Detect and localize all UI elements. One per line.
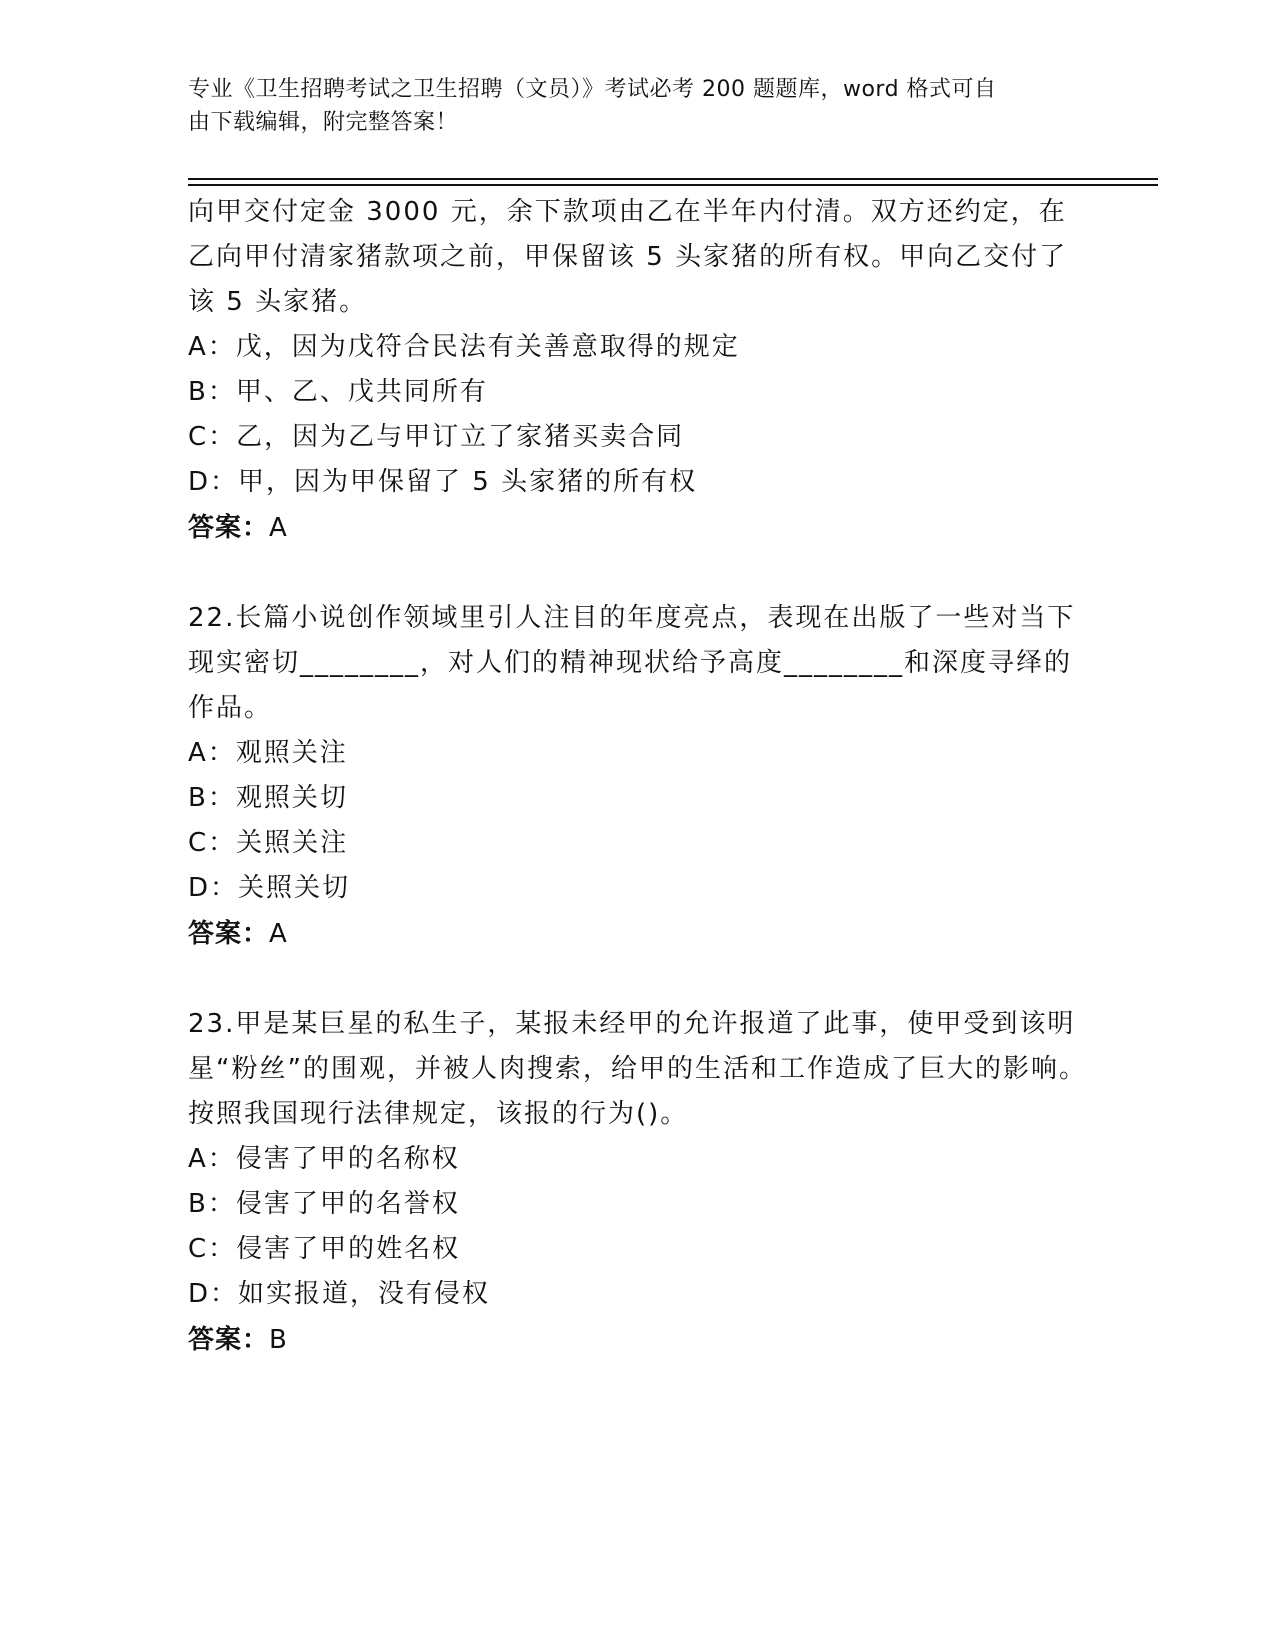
option-c: C：侵害了甲的姓名权 [188,1234,461,1264]
question-text: 22.长篇小说创作领域里引人注目的年度亮点，表现在出版了一些对当下现实密切________，对人们的精神现状给予高度________和深度寻绎的作品。 [188,603,1076,723]
answer-value: B [269,1325,288,1355]
answer-line [188,911,1088,957]
document-body [188,190,1088,1363]
option-b: B：侵害了甲的名誉权 [188,1189,460,1219]
answer-label: 答案： [188,1325,270,1355]
option-b: B：观照关切 [188,783,348,813]
question-text: 23.甲是某巨星的私生子，某报未经甲的允许报道了此事，使甲受到该明星“粉丝”的围观，并被人肉搜索，给甲的生活和工作造成了巨大的影响。按照我国现行法律规定，该报的行为()。 [188,1009,1087,1129]
answer-label: 答案： [188,513,270,543]
header-divider-top [188,178,1158,180]
option-b: B：甲、乙、戊共同所有 [188,377,488,407]
question-22 [188,596,1088,957]
answer-value: A [269,513,288,543]
question-text: 向甲交付定金 3000 元，余下款项由乙在半年内付清。双方还约定，在乙向甲付清家猪款项之前，甲保留该 5 头家猪的所有权。甲向乙交付了该 5 头家猪。 [188,197,1068,317]
answer-value: A [269,919,288,949]
answer-label: 答案： [188,919,270,949]
document-header [188,73,1068,139]
option-d: D：关照关切 [188,873,351,903]
header-line-1: 专业《卫生招聘考试之卫生招聘（文员）》考试必考 200 题题库，word 格式可自 [188,77,997,102]
option-d: D：如实报道，没有侵权 [188,1279,491,1309]
header-divider-bottom [188,184,1158,186]
answer-line [188,505,1088,551]
option-d: D：甲，因为甲保留了 5 头家猪的所有权 [188,467,698,497]
option-c: C：乙，因为乙与甲订立了家猪买卖合同 [188,422,685,452]
question-23 [188,1002,1088,1363]
option-a: A：戊，因为戊符合民法有关善意取得的规定 [188,332,740,362]
option-c: C：关照关注 [188,828,349,858]
question-21 [188,190,1088,551]
option-a: A：侵害了甲的名称权 [188,1144,460,1174]
answer-line [188,1317,1088,1363]
header-line-2: 由下载编辑，附完整答案！ [188,110,459,135]
option-a: A：观照关注 [188,738,348,768]
